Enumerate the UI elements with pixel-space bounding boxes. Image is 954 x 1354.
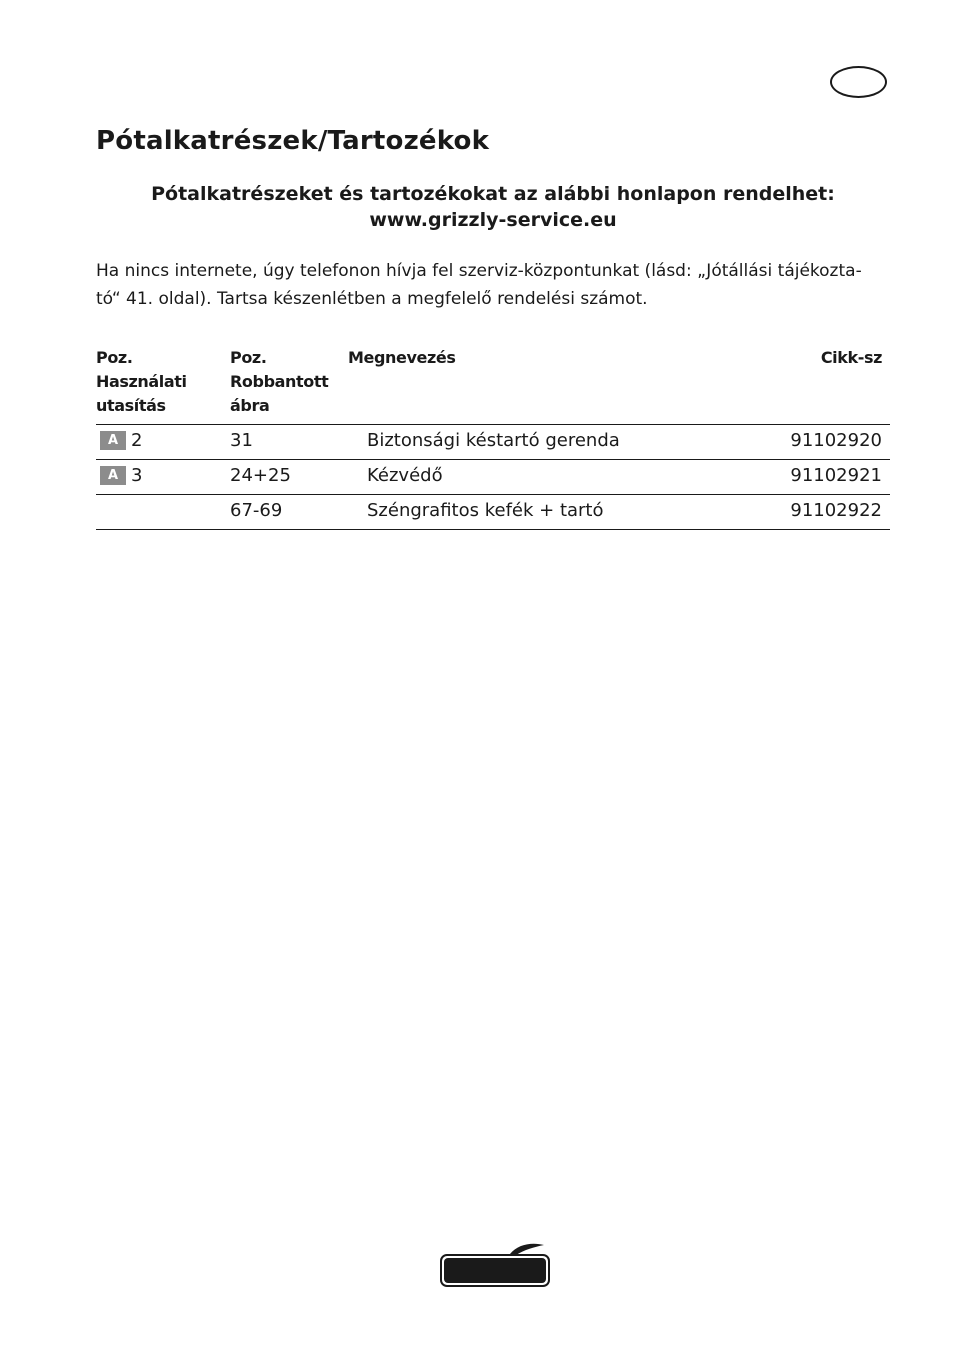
- header-pos-diagram-line-2: Robbantott: [230, 372, 329, 391]
- cell-pos-manual: [100, 430, 142, 451]
- cell-article-number: 91102922: [790, 500, 882, 521]
- florabest-logo: [438, 1242, 552, 1290]
- table-row: [96, 425, 890, 460]
- cell-pos-diagram: 31: [230, 430, 253, 451]
- order-notice: [96, 181, 890, 233]
- header-name: Megnevezés: [348, 348, 456, 367]
- cell-pos-diagram: 24+25: [230, 465, 291, 486]
- table-body: [96, 424, 890, 530]
- header-pos-manual-line-3: utasítás: [96, 396, 166, 415]
- paragraph-line-2: tó“ 41. oldal). Tartsa készenlétben a megfelelő rendelési számot.: [96, 289, 648, 309]
- pos-manual-value: 2: [131, 430, 143, 451]
- table-row: [96, 495, 890, 530]
- cell-article-number: 91102920: [790, 430, 882, 451]
- header-article-number: Cikk-sz: [820, 348, 882, 367]
- header-pos-manual: [96, 346, 187, 418]
- header-pos-diagram-line-3: ábra: [230, 396, 270, 415]
- phone-order-paragraph: [96, 257, 896, 313]
- header-pos-manual-line-1: Poz.: [96, 348, 133, 367]
- cell-article-number: 91102921: [790, 465, 882, 486]
- header-pos-manual-line-2: Használati: [96, 372, 187, 391]
- header-pos-diagram-line-1: Poz.: [230, 348, 267, 367]
- section-a-badge: A: [100, 466, 126, 485]
- section-a-badge: A: [100, 431, 126, 450]
- cell-pos-manual: [100, 465, 142, 486]
- table-header: [96, 346, 890, 424]
- cell-pos-diagram: 67-69: [230, 500, 283, 521]
- spare-parts-table: [96, 346, 890, 530]
- order-notice-text: Pótalkatrészeket és tartozékokat az alábbi honlapon rendelhet:: [151, 183, 835, 205]
- page-title: Pótalkatrészek/Tartozékok: [96, 126, 490, 156]
- paragraph-line-1: Ha nincs internete, úgy telefonon hívja fel szerviz-központunkat (lásd: „Jótállási tájékozta-: [96, 261, 862, 281]
- cell-name: Széngrafitos kefék + tartó: [367, 500, 604, 521]
- header-pos-diagram: [230, 346, 328, 418]
- cell-name: Biztonsági késtartó gerenda: [367, 430, 620, 451]
- service-url: www.grizzly-service.eu: [369, 209, 617, 231]
- pos-manual-value: 3: [131, 465, 143, 486]
- table-row: [96, 460, 890, 495]
- cell-name: Kézvédő: [367, 465, 443, 486]
- language-indicator-oval: [830, 66, 887, 98]
